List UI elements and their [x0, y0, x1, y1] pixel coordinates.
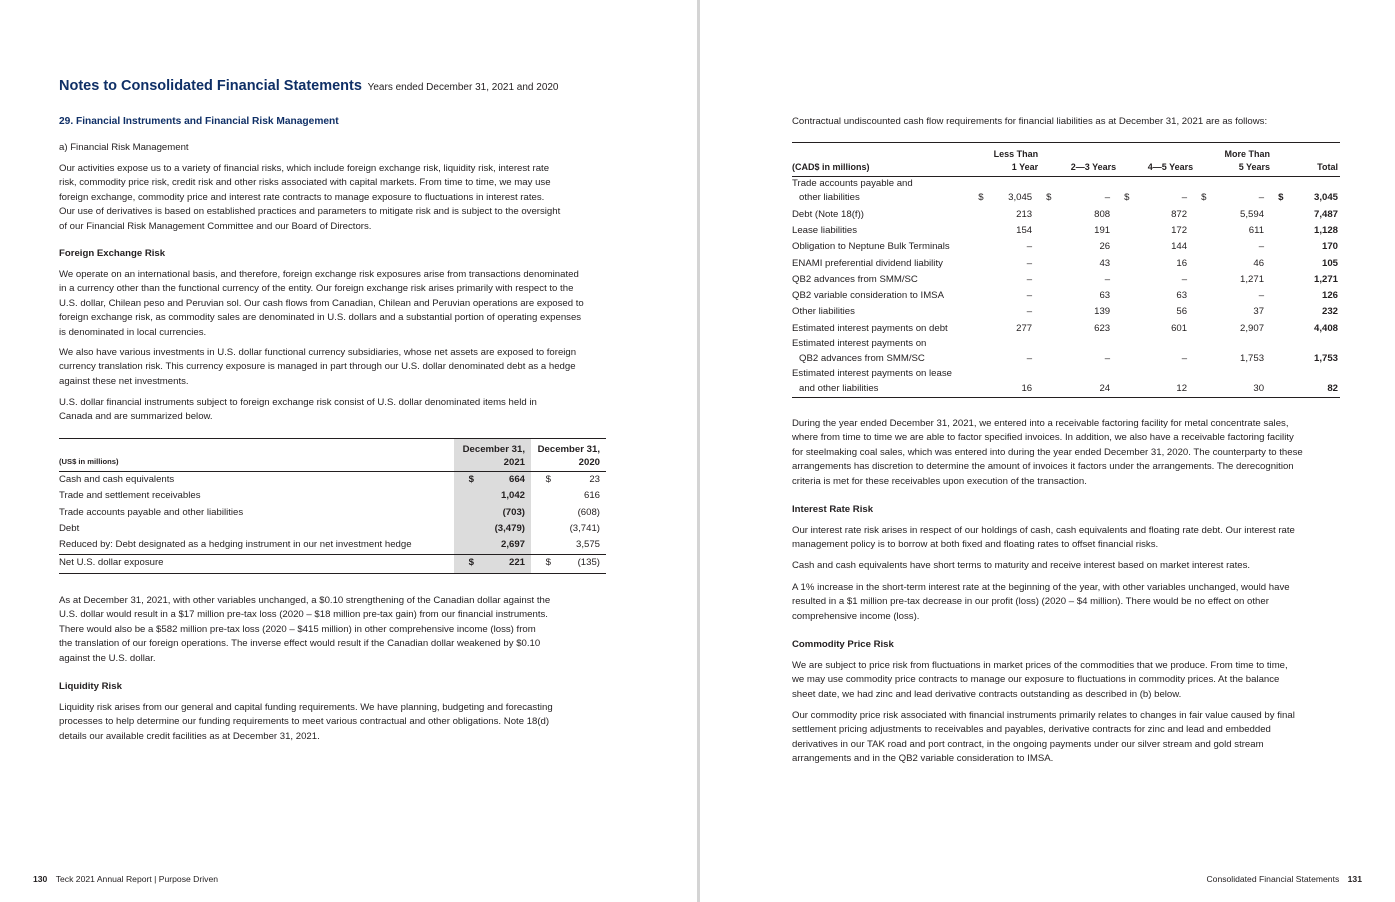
column-header-line: 5 Years [1238, 161, 1271, 172]
empty-cell [972, 256, 986, 272]
text-line: Our commodity price risk associated with financial instruments primarily relates to changes in fair value caused by final [792, 710, 1295, 721]
text-line: Liquidity risk arises from our general and capital funding requirements. We have planning, budgeting and forecasting [59, 702, 553, 713]
empty-cell [1272, 288, 1286, 304]
value-2021: 664 [476, 472, 531, 489]
footer-text: Consolidated Financial Statements [1206, 874, 1340, 884]
value-total: 7,487 [1313, 208, 1338, 220]
value-less-than-1-year: 277 [1016, 322, 1033, 334]
row-label: Obligation to Neptune Bulk Terminals [792, 241, 950, 253]
column-header-2021 [454, 439, 531, 472]
empty-cell [1272, 207, 1286, 223]
column-header-line: 2020 [578, 457, 600, 468]
value-more-than-5-years: 46 [1253, 257, 1265, 269]
empty-cell [1195, 305, 1209, 321]
table-row [792, 305, 1340, 321]
footer-left [33, 872, 218, 886]
value-4-5-years: – [1181, 273, 1188, 285]
row-label: Net U.S. dollar exposure [59, 554, 454, 573]
value-2020: 23 [589, 473, 600, 485]
empty-cell [972, 207, 986, 223]
value-4-5-years: 601 [1171, 322, 1188, 334]
text-line: where from time to time we are able to factor specified invoices. In addition, we also have a receivable factoring facility [792, 432, 1294, 444]
value-2-3-years: 139 [1094, 306, 1111, 318]
value-2-3-years: – [1104, 192, 1111, 204]
text-line: resulted in a $1 million pre-tax decrease in our profit (loss) (2020 – $4 million). There would be no effect on other [792, 596, 1269, 608]
empty-cell [1040, 143, 1054, 177]
text-line: U.S. dollar financial instruments subject to foreign exchange risk consist of U.S. dollar denominated items held in [59, 397, 537, 408]
column-header-less-than-1-year [986, 143, 1040, 177]
empty-cell [972, 321, 986, 337]
row-label-line: QB2 advances from SMM/SC [799, 352, 925, 364]
empty-cell [972, 272, 986, 288]
empty-cell [1118, 288, 1132, 304]
empty-cell [1118, 305, 1132, 321]
value-less-than-1-year: 16 [986, 367, 1040, 397]
interest-rate-paragraph-2 [792, 559, 1250, 573]
row-label: Estimated interest payments on debt [792, 322, 948, 334]
text-line: the translation of our foreign operations. The inverse effect would result if the Canadian dollar weakened by $0.10 [59, 638, 541, 650]
empty-cell [1195, 321, 1209, 337]
page-title [59, 79, 559, 95]
empty-cell [1118, 239, 1132, 255]
footer-right [1206, 872, 1362, 886]
row-label-line: and other liabilities [799, 382, 879, 394]
cash-flow-table [792, 142, 1340, 398]
value-total: 105 [1321, 257, 1338, 269]
value-more-than-5-years: 5,594 [1240, 208, 1265, 220]
empty-cell [1040, 256, 1054, 272]
empty-cell [972, 337, 986, 367]
value-less-than-1-year: – [1026, 273, 1033, 285]
fx-paragraph-2 [59, 346, 576, 389]
table-row [59, 472, 606, 489]
empty-cell [454, 521, 476, 538]
table-row [59, 488, 606, 505]
empty-cell [1118, 337, 1132, 367]
fx-paragraph-1 [59, 268, 584, 340]
value-2-3-years: 623 [1094, 322, 1111, 334]
text-line: There would also be a $582 million pre-tax loss (2020 – $415 million) in other comprehensive income (loss) from [59, 623, 536, 635]
empty-cell [972, 367, 986, 397]
empty-cell [531, 488, 553, 505]
value-less-than-1-year: 3,045 [1008, 192, 1033, 204]
empty-cell [1040, 367, 1054, 397]
table-units: (US$ in millions) [59, 439, 454, 472]
value-more-than-5-years: 1,753 [1240, 352, 1265, 364]
value-total: 1,128 [1313, 225, 1338, 236]
value-total: 82 [1286, 367, 1340, 397]
empty-cell [1118, 256, 1132, 272]
table-row [792, 288, 1340, 304]
value-4-5-years: 144 [1171, 241, 1188, 253]
row-label: Debt [59, 523, 80, 535]
empty-cell [1040, 305, 1054, 321]
currency-symbol: $ [978, 192, 984, 204]
column-header-line: Less Than [993, 149, 1039, 159]
text-line: foreign exchange risk, as commodity sales are denominated in U.S. dollars and a substantial portion of operating expenses [59, 312, 582, 324]
value-less-than-1-year: – [1026, 241, 1033, 253]
row-label-line: other liabilities [799, 192, 860, 204]
empty-cell [531, 505, 553, 522]
text-line: During the year ended December 31, 2021, we entered into a receivable factoring facility for metal concentrate sales, [792, 418, 1289, 429]
table-row [59, 521, 606, 538]
cash-flow-intro: Contractual undiscounted cash flow requirements for financial liabilities as at December 31, 2021 are as follows: [792, 116, 1268, 127]
text-line: Canada and are summarized below. [59, 411, 213, 423]
value-2-3-years: 26 [1099, 241, 1111, 253]
text-line: U.S. dollar, Chilean peso and Peruvian sol. Our cash flows from Canadian, Chilean and Peruvian operations are exposed to [59, 297, 584, 309]
table-header-row [59, 439, 606, 472]
value-less-than-1-year: – [1026, 257, 1033, 269]
empty-cell [1272, 272, 1286, 288]
commodity-price-heading: Commodity Price Risk [792, 639, 894, 650]
value-2-3-years: 43 [1099, 257, 1111, 269]
value-less-than-1-year: 154 [1016, 225, 1033, 236]
empty-cell [531, 538, 553, 555]
value-2-3-years: 808 [1094, 208, 1111, 220]
currency-symbol: $ [454, 472, 476, 489]
empty-cell [1040, 272, 1054, 288]
table-row [792, 367, 1340, 397]
page-title-suffix: Years ended December 31, 2021 and 2020 [367, 82, 559, 93]
row-label [792, 177, 972, 207]
currency-symbol: $ [1278, 192, 1284, 204]
value-more-than-5-years: 2,907 [1240, 322, 1265, 334]
value-more-than-5-years: – [1258, 241, 1265, 253]
value-4-5-years: 63 [1176, 290, 1188, 302]
text-line: A 1% increase in the short-term interest rate at the beginning of the year, with other variables unchanged, would have [792, 582, 1290, 593]
text-line: for steelmaking coal sales, which was entered into during the year ended December 31, 2020. The counterparty to these [792, 446, 1303, 458]
text-line: against these net investments. [59, 375, 189, 387]
value-2020: 616 [583, 490, 600, 502]
table-header-row [792, 143, 1340, 177]
row-label: Lease liabilities [792, 225, 858, 236]
text-line: comprehensive income (loss). [792, 610, 920, 622]
value-total: 232 [1321, 306, 1338, 318]
text-line: We operate on an international basis, and therefore, foreign exchange risk exposures arise from transactions denominated [59, 269, 579, 280]
text-line: Our use of derivatives is based on established practices and parameters to mitigate risk and is subject to the oversight [59, 206, 561, 218]
liquidity-heading: Liquidity Risk [59, 681, 122, 692]
empty-cell [454, 488, 476, 505]
value-less-than-1-year: – [1026, 306, 1033, 318]
value-2-3-years: 24 [1054, 367, 1118, 397]
fx-paragraph-4 [59, 594, 550, 666]
empty-cell [1272, 305, 1286, 321]
value-total: 1,753 [1313, 352, 1338, 364]
column-header-line: December 31, [462, 444, 525, 455]
row-label: ENAMI preferential dividend liability [792, 257, 943, 269]
value-4-5-years: 16 [1176, 257, 1188, 269]
currency-symbol: $ [1046, 192, 1052, 204]
text-line: of our Financial Risk Management Committee and our Board of Directors. [59, 220, 372, 232]
empty-cell [1195, 223, 1209, 239]
fx-exposure-table [59, 438, 606, 574]
text-line: is denominated in local currencies. [59, 326, 207, 338]
text-line: processes to help determine our funding requirements to meet various contractual and other obligations. Note 18(d) [59, 716, 550, 728]
text-line: we may use commodity price contracts to manage our exposure to fluctuations in commodity prices. At the balance [792, 674, 1280, 686]
commodity-price-paragraph-2 [792, 709, 1295, 767]
text-line: against the U.S. dollar. [59, 652, 156, 664]
table-row [792, 223, 1340, 239]
text-line: Our interest rate risk arises in respect of our holdings of cash, cash equivalents and floating rate debt. Our interest rate [792, 525, 1295, 536]
liquidity-paragraph [59, 701, 553, 744]
row-label: Trade accounts payable and other liabilities [59, 506, 244, 518]
text-line: Cash and cash equivalents have short terms to maturity and receive interest based on market interest rates. [792, 560, 1251, 571]
text-line: arrangements and in the QB2 variable consideration to IMSA. [792, 753, 1054, 765]
row-label: Debt (Note 18(f)) [792, 208, 864, 220]
empty-cell [531, 521, 553, 538]
value-4-5-years: – [1181, 352, 1188, 364]
empty-cell [1195, 207, 1209, 223]
commodity-price-paragraph-1 [792, 659, 1288, 702]
empty-cell [1118, 143, 1132, 177]
table-row [792, 177, 1340, 207]
value-2-3-years: – [1104, 352, 1111, 364]
empty-cell [1118, 367, 1132, 397]
text-line: risk, commodity price risk, credit risk and other risks associated with capital markets. From time to time, we may use [59, 177, 551, 189]
value-more-than-5-years: – [1258, 192, 1265, 204]
interest-rate-heading: Interest Rate Risk [792, 504, 874, 515]
intro-paragraph [59, 162, 560, 234]
page-title-main: Notes to Consolidated Financial Statements [59, 78, 362, 94]
empty-cell [1118, 223, 1132, 239]
row-label: Reduced by: Debt designated as a hedging instrument in our net investment hedge [59, 539, 412, 551]
empty-cell [1272, 143, 1286, 177]
table-units: (CAD$ in millions) [792, 143, 972, 177]
empty-cell [1195, 288, 1209, 304]
value-4-5-years: 872 [1171, 208, 1188, 220]
text-line: As at December 31, 2021, with other variables unchanged, a $0.10 strengthening of the Canadian dollar against the [59, 595, 551, 606]
value-2020: (608) [577, 506, 600, 518]
row-label: QB2 variable consideration to IMSA [792, 290, 944, 302]
currency-symbol: $ [531, 554, 553, 573]
value-4-5-years: 172 [1171, 225, 1188, 236]
empty-cell [1118, 321, 1132, 337]
text-line: We are subject to price risk from fluctuations in market prices of the commodities that we produce. From time to time, [792, 660, 1288, 671]
value-2021: 221 [476, 554, 531, 573]
value-2021: (3,479) [476, 521, 531, 538]
empty-cell [1040, 288, 1054, 304]
value-2021: 2,697 [476, 538, 531, 555]
text-line: criteria is met for these receivables upon execution of the transaction. [792, 475, 1087, 487]
column-header-line: 2021 [503, 457, 525, 468]
value-more-than-5-years: – [1258, 290, 1265, 302]
column-header-total: Total [1286, 143, 1340, 177]
column-header-line: More Than [1224, 149, 1271, 159]
value-more-than-5-years: 37 [1253, 306, 1265, 318]
text-line: sheet date, we had zinc and lead derivative contracts outstanding as described in (b) below. [792, 688, 1182, 700]
empty-cell [972, 143, 986, 177]
value-2021: 1,042 [476, 488, 531, 505]
value-2-3-years: 63 [1099, 290, 1111, 302]
table-row [792, 321, 1340, 337]
empty-cell [1040, 337, 1054, 367]
empty-cell [1272, 223, 1286, 239]
table-row [792, 207, 1340, 223]
text-line: details our available credit facilities as at December 31, 2021. [59, 730, 320, 742]
value-more-than-5-years: 611 [1248, 225, 1265, 236]
currency-symbol: $ [454, 554, 476, 573]
text-line: We also have various investments in U.S. dollar functional currency subsidiaries, whose net assets are exposed to foreign [59, 347, 577, 358]
text-line: management policy is to borrow at both fixed and floating rates to offset financial risks. [792, 539, 1159, 551]
empty-cell [1272, 367, 1286, 397]
table-total-row [59, 554, 606, 573]
empty-cell [1272, 239, 1286, 255]
text-line: Our activities expose us to a variety of financial risks, which include foreign exchange risk, liquidity risk, interest rate [59, 163, 550, 174]
empty-cell [1040, 207, 1054, 223]
empty-cell [1040, 223, 1054, 239]
table-row [792, 256, 1340, 272]
empty-cell [1272, 337, 1286, 367]
empty-cell [1195, 337, 1209, 367]
empty-cell [1195, 256, 1209, 272]
value-less-than-1-year: – [1026, 290, 1033, 302]
page-number: 131 [1347, 874, 1362, 884]
empty-cell [1040, 321, 1054, 337]
empty-cell [1118, 207, 1132, 223]
empty-cell [972, 288, 986, 304]
column-header-more-than-5-years [1209, 143, 1272, 177]
interest-rate-paragraph-1 [792, 524, 1295, 553]
text-line: foreign exchange, commodity price and interest rate contracts to manage exposure to fluctuations in interest rates. [59, 191, 545, 203]
table-row [792, 337, 1340, 367]
value-2021: (703) [476, 505, 531, 522]
value-4-5-years: – [1181, 192, 1188, 204]
value-2020: (135) [553, 554, 606, 573]
row-label [792, 337, 972, 367]
text-line: in a currency other than the functional currency of the entity. Our foreign exchange risk arises primarily with respect to the [59, 283, 574, 295]
value-less-than-1-year: – [1026, 352, 1033, 364]
column-header-2-3-years: 2—3 Years [1054, 143, 1118, 177]
empty-cell [454, 538, 476, 555]
fx-paragraph-3 [59, 396, 537, 425]
currency-symbol: $ [545, 473, 551, 485]
currency-symbol: $ [1124, 192, 1130, 204]
text-line: currency translation risk. This currency exposure is managed in part through our U.S. dollar denominated debt as a hedge [59, 361, 576, 373]
table-row [59, 505, 606, 522]
left-page [0, 0, 697, 902]
row-label-line: Trade accounts payable and [792, 178, 913, 189]
value-more-than-5-years: 1,271 [1240, 273, 1265, 285]
interest-rate-paragraph-3 [792, 581, 1290, 624]
value-4-5-years: 12 [1132, 367, 1195, 397]
empty-cell [1040, 239, 1054, 255]
row-label: Trade and settlement receivables [59, 490, 201, 502]
fx-heading: Foreign Exchange Risk [59, 248, 166, 259]
subsection-heading: a) Financial Risk Management [59, 142, 189, 153]
table-row [792, 239, 1340, 255]
row-label: QB2 advances from SMM/SC [792, 273, 918, 285]
value-total: 4,408 [1313, 322, 1338, 334]
empty-cell [1272, 256, 1286, 272]
column-header-2020 [531, 439, 606, 472]
row-label: Other liabilities [792, 306, 855, 318]
page-number: 130 [33, 874, 48, 884]
row-label: Cash and cash equivalents [59, 473, 175, 485]
text-line: U.S. dollar would result in a $17 million pre-tax loss (2020 – $18 million pre-tax gain) from our financial instruments. [59, 609, 548, 621]
footer-text: Teck 2021 Annual Report | Purpose Driven [55, 874, 218, 884]
right-page [700, 0, 1395, 902]
section-heading: 29. Financial Instruments and Financial Risk Management [59, 116, 339, 127]
empty-cell [454, 505, 476, 522]
value-2020: 3,575 [575, 539, 600, 551]
column-header-line: December 31, [537, 444, 600, 455]
row-label [792, 367, 972, 397]
currency-symbol: $ [1201, 192, 1207, 204]
row-label-line: Estimated interest payments on lease [792, 368, 952, 380]
value-total: 1,271 [1313, 273, 1338, 285]
value-2-3-years: – [1104, 273, 1111, 285]
value-total: 126 [1321, 290, 1338, 302]
table-row [792, 272, 1340, 288]
empty-cell [1195, 367, 1209, 397]
empty-cell [1195, 239, 1209, 255]
value-less-than-1-year: 213 [1016, 208, 1033, 220]
text-line: arrangements has discretion to determine the amount of invoices it factors under the arrangements. The derecognition [792, 461, 1294, 473]
empty-cell [1195, 143, 1209, 177]
value-more-than-5-years: 30 [1209, 367, 1272, 397]
value-2-3-years: 191 [1094, 225, 1111, 236]
column-header-4-5-years: 4—5 Years [1132, 143, 1195, 177]
empty-cell [1118, 272, 1132, 288]
empty-cell [1272, 321, 1286, 337]
value-2020: (3,741) [569, 523, 600, 535]
value-total: 3,045 [1313, 192, 1338, 204]
value-total: 170 [1321, 241, 1338, 253]
row-label-line: Estimated interest payments on [792, 338, 927, 350]
empty-cell [972, 239, 986, 255]
factoring-paragraph [792, 417, 1303, 489]
text-line: derivatives in our TAK road and port contract, in the ongoing payments under our silver stream and gold stream [792, 738, 1264, 750]
column-header-line: 1 Year [1011, 161, 1039, 172]
empty-cell [972, 223, 986, 239]
value-4-5-years: 56 [1176, 306, 1188, 318]
table-row [59, 538, 606, 555]
empty-cell [1195, 272, 1209, 288]
empty-cell [972, 305, 986, 321]
text-line: settlement pricing adjustments to receivables and payables, derivative contracts for zinc and lead and embedded [792, 724, 1271, 736]
